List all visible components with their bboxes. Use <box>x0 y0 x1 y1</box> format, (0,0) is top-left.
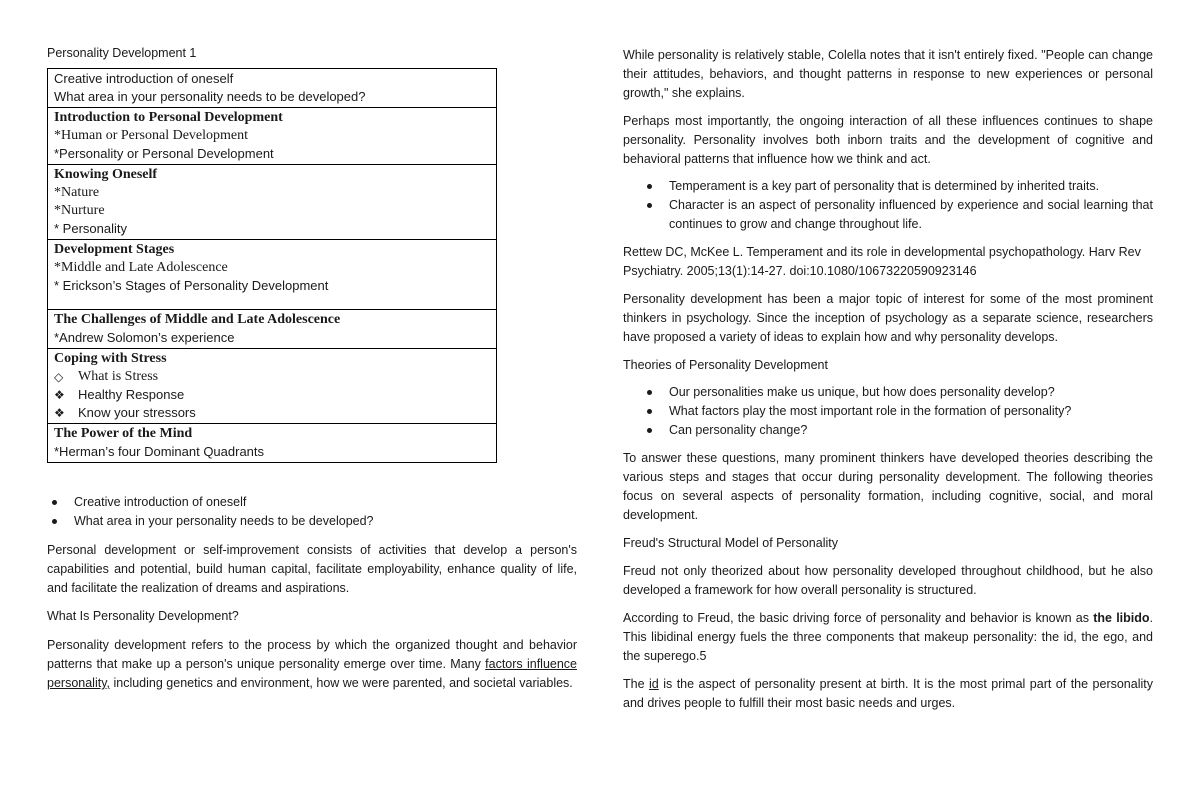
table-text: *Herman’s four Dominant Quadrants <box>54 444 265 459</box>
paragraph: Perhaps most importantly, the ongoing interaction of all these influences continues to shape personality. Personality involves both inborn traits and the development of cognitive and behavioral patterns that influence how we think and act. <box>623 114 1153 166</box>
bullet-icon <box>647 203 652 208</box>
paragraph: Freud not only theorized about how personality developed throughout childhood, but he also developed a framework for how overall personality is structured. <box>623 564 1153 597</box>
table-text: *Nurture <box>54 203 105 218</box>
table-text: What is Stress <box>78 369 159 384</box>
table-row-heading: Coping with Stress <box>54 351 167 366</box>
diamond-bullet-icon: ❖ <box>54 388 65 402</box>
paragraph: Personality development has been a major topic of interest for some of the most prominent thinkers in psychology. Since the inception of psychology as a separate science, researchers have proposed a variety of ideas to explain how and why personality develops. <box>623 292 1153 344</box>
left-column <box>47 46 577 693</box>
table-text: Healthy Response <box>78 387 185 402</box>
bullet-list <box>623 177 1153 234</box>
table-row <box>48 424 497 463</box>
section-heading: What Is Personality Development? <box>47 609 239 623</box>
table-text: *Middle and Late Adolescence <box>54 260 228 275</box>
paragraph: According to Freud, the basic driving force of personality and behavior is known as the libido. This libidinal energy fuels the three components that makeup personality: the id, the ego, and the superego.5 <box>623 611 1153 663</box>
diamond-bullet-icon: ❖ <box>54 406 65 420</box>
bullet-icon <box>52 500 57 505</box>
bullet-list <box>623 383 1153 440</box>
list-item: What factors play the most important role in the formation of personality? <box>669 402 1153 421</box>
table-row-heading: Development Stages <box>54 242 175 257</box>
paragraph: The id is the aspect of personality present at birth. It is the most primal part of the personality and drives people to fulfill their most basic needs and urges. <box>623 677 1153 710</box>
id-link[interactable]: id <box>649 677 659 691</box>
bullet-icon <box>647 390 652 395</box>
bullet-icon <box>52 519 57 524</box>
table-text: * Erickson’s Stages of Personality Development <box>54 278 329 293</box>
list-item: Our personalities make us unique, but how does personality develop? <box>669 383 1153 402</box>
table-row-heading: Introduction to Personal Development <box>54 110 283 125</box>
bullet-icon <box>647 428 652 433</box>
paragraph: While personality is relatively stable, Colella notes that it isn't entirely fixed. "People can change their attitudes, behaviors, and thought patterns in response to new experiences or personal growth," she explains. <box>623 48 1153 100</box>
table-row <box>48 69 497 108</box>
table-text: Creative introduction of oneself <box>54 71 234 86</box>
table-row <box>48 310 497 349</box>
table-text: * Personality <box>54 221 127 236</box>
citation: Rettew DC, McKee L. Temperament and its role in developmental psychopathology. Harv Rev Psychiatry. 2005;13(1):14-27. doi:10.1080/10673220590923146 <box>623 245 1141 278</box>
bullet-icon <box>647 184 652 189</box>
outline-table <box>47 68 497 463</box>
list-item: Can personality change? <box>669 421 1153 440</box>
table-text: *Nature <box>54 185 100 200</box>
hollow-diamond-icon: ◇ <box>54 370 64 384</box>
table-text: *Personality or Personal Development <box>54 146 274 161</box>
paragraph: Personal development or self-improvement consists of activities that develop a person's capabilities and potential, build human capital, facilitate employability, enhance quality of life, and facilitate the realization of dreams and aspirations. <box>47 543 577 595</box>
table-row-heading: Knowing Oneself <box>54 167 158 182</box>
bullet-icon <box>647 409 652 414</box>
section-heading: Theories of Personality Development <box>623 358 828 372</box>
right-column <box>623 46 1153 713</box>
list-item: Creative introduction of oneself <box>74 493 577 512</box>
table-text: *Human or Personal Development <box>54 128 249 143</box>
table-row <box>48 108 497 165</box>
document-title: Personality Development 1 <box>47 46 197 60</box>
table-text: Know your stressors <box>78 405 196 420</box>
table-row <box>48 240 497 310</box>
table-row <box>48 349 497 424</box>
list-item: Character is an aspect of personality influenced by experience and social learning that continues to grow and change throughout life. <box>669 196 1153 234</box>
factors-link[interactable]: factors influence personality, <box>47 657 577 690</box>
bullet-list <box>47 493 577 531</box>
table-text: *Andrew Solomon’s experience <box>54 330 235 345</box>
section-heading: Freud's Structural Model of Personality <box>623 536 838 550</box>
table-row <box>48 165 497 240</box>
libido-term: the libido <box>1093 611 1150 625</box>
list-item: What area in your personality needs to be developed? <box>74 512 577 531</box>
paragraph: To answer these questions, many prominent thinkers have developed theories describing the various steps and stages that occur during personality development. The following theories focus on several aspects of personality formation, including cognitive, social, and moral development. <box>623 451 1153 522</box>
table-row-heading: The Challenges of Middle and Late Adolescence <box>54 312 341 327</box>
list-item: Temperament is a key part of personality that is determined by inherited traits. <box>669 177 1153 196</box>
table-text: What area in your personality needs to be developed? <box>54 89 366 104</box>
paragraph: Personality development refers to the process by which the organized thought and behavior patterns that make up a person's unique personality emerge over time. Many factors influence personality, including genetics and environment, how we were parented, and societal variables. <box>47 638 577 690</box>
table-row-heading: The Power of the Mind <box>54 426 193 441</box>
